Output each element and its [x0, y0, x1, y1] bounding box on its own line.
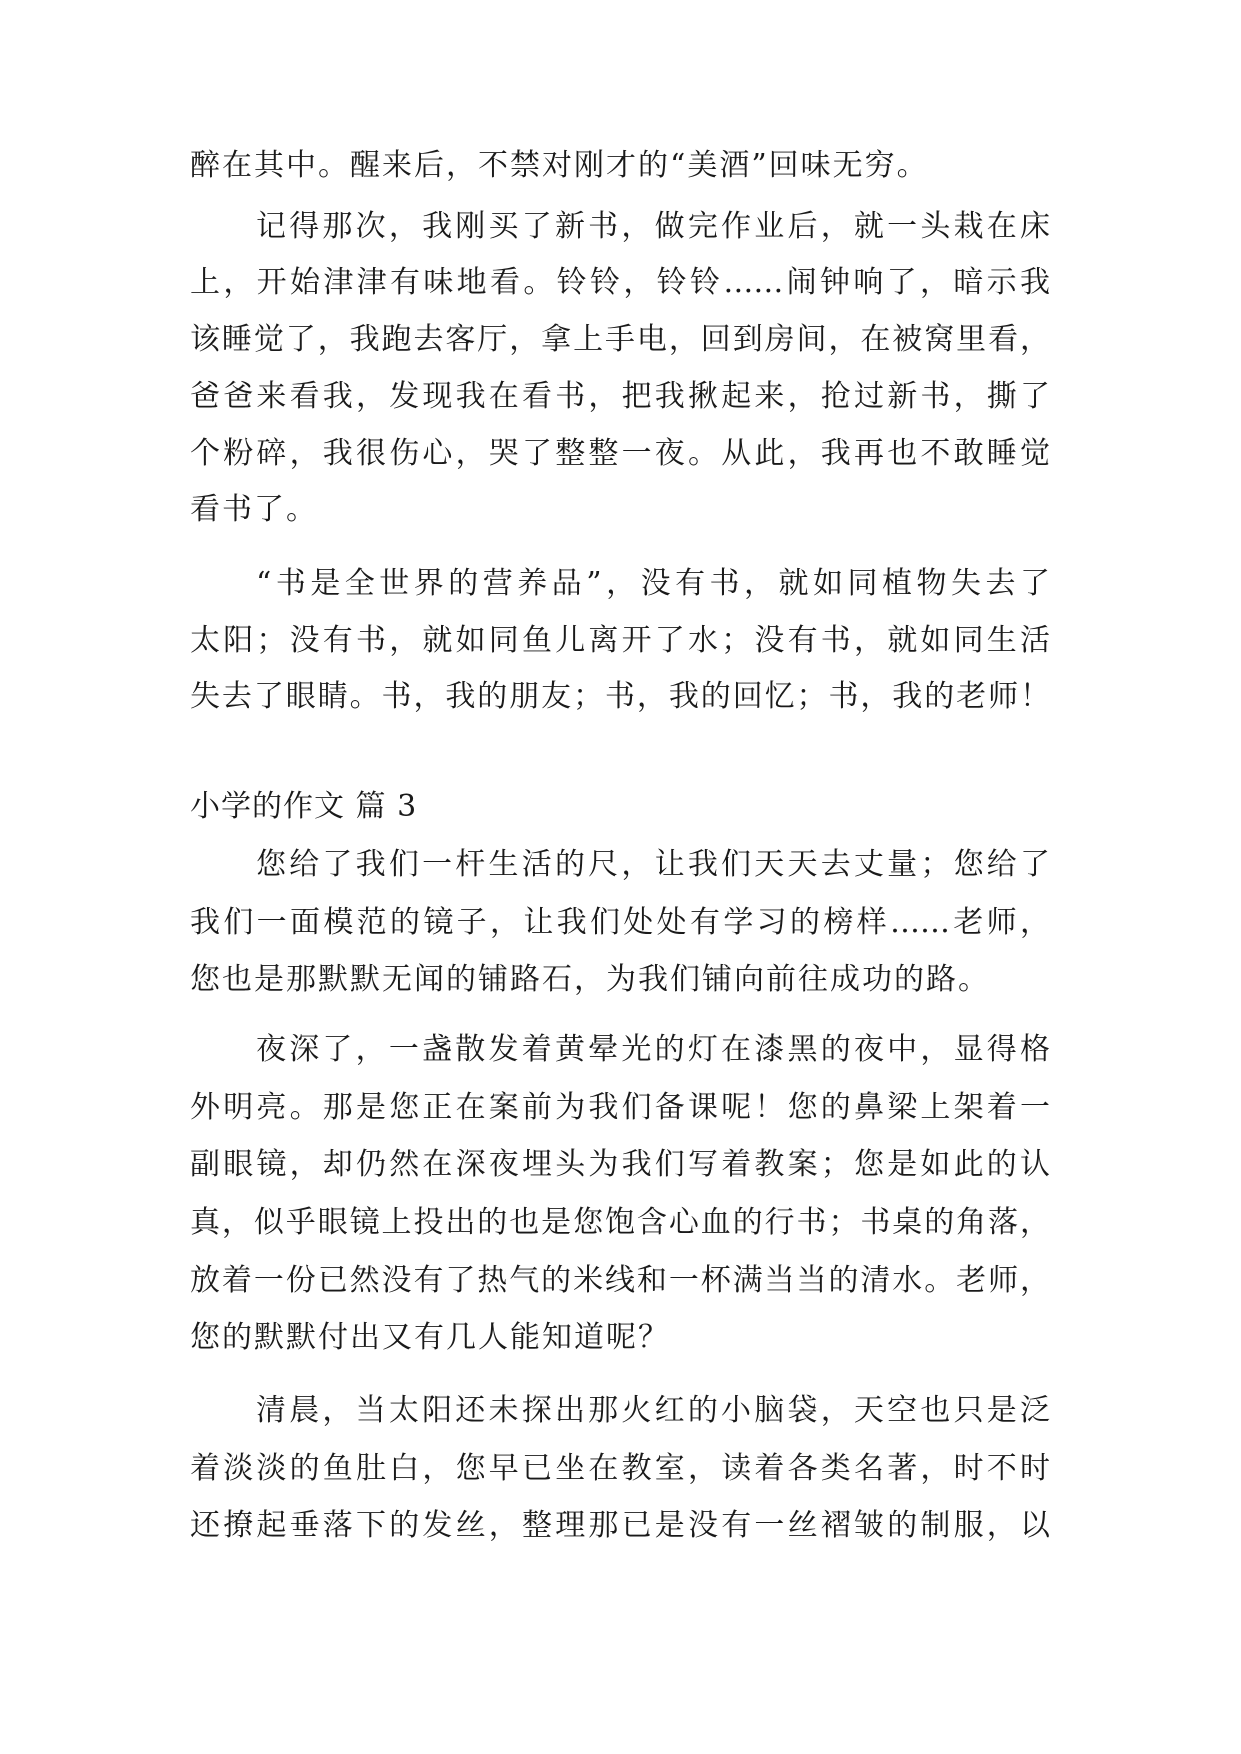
- text-line: 真，似乎眼镜上投出的也是您饱含心血的行书；书桌的角落，: [190, 1205, 1050, 1240]
- text-line: 醉在其中。醒来后，不禁对刚才的“美酒”回味无穷。: [190, 148, 929, 183]
- text-line: 个粉碎，我很伤心，哭了整整一夜。从此，我再也不敢睡觉: [190, 436, 1050, 471]
- text-line: “书是全世界的营养品”，没有书，就如同植物失去了: [256, 566, 1050, 601]
- section-heading: 小学的作文 篇 3: [190, 789, 418, 824]
- text-line: 放着一份已然没有了热气的米线和一杯满当当的清水。老师，: [190, 1263, 1050, 1298]
- text-line: 夜深了，一盏散发着黄晕光的灯在漆黑的夜中，显得格: [256, 1032, 1050, 1067]
- text-line: 太阳；没有书，就如同鱼儿离开了水；没有书，就如同生活: [190, 623, 1050, 658]
- text-line: 该睡觉了，我跑去客厅，拿上手电，回到房间，在被窝里看，: [190, 322, 1050, 357]
- text-line: 失去了眼睛。书，我的朋友；书，我的回忆；书，我的老师！: [190, 679, 1050, 714]
- text-line: 外明亮。那是您正在案前为我们备课呢！您的鼻梁上架着一: [190, 1090, 1050, 1125]
- text-line: 还撩起垂落下的发丝，整理那已是没有一丝褶皱的制服，以: [190, 1508, 1050, 1543]
- text-line: 清晨，当太阳还未探出那火红的小脑袋，天空也只是泛: [256, 1393, 1050, 1428]
- text-line: 您给了我们一杆生活的尺，让我们天天去丈量；您给了: [256, 847, 1050, 882]
- text-line: 您也是那默默无闻的铺路石，为我们铺向前往成功的路。: [190, 962, 990, 997]
- text-line: 爸爸来看我，发现我在看书，把我揪起来，抢过新书，撕了: [190, 379, 1050, 414]
- text-line: 上，开始津津有味地看。铃铃，铃铃……闹钟响了，暗示我: [190, 265, 1050, 300]
- text-line: 副眼镜，却仍然在深夜埋头为我们写着教案；您是如此的认: [190, 1147, 1050, 1182]
- text-line: 您的默默付出又有几人能知道呢？: [190, 1320, 670, 1355]
- text-line: 我们一面模范的镜子，让我们处处有学习的榜样……老师，: [190, 905, 1050, 940]
- text-line: 着淡淡的鱼肚白，您早已坐在教室，读着各类名著，时不时: [190, 1451, 1050, 1486]
- text-line: 记得那次，我刚买了新书，做完作业后，就一头栽在床: [256, 209, 1050, 244]
- text-line: 看书了。: [190, 492, 318, 527]
